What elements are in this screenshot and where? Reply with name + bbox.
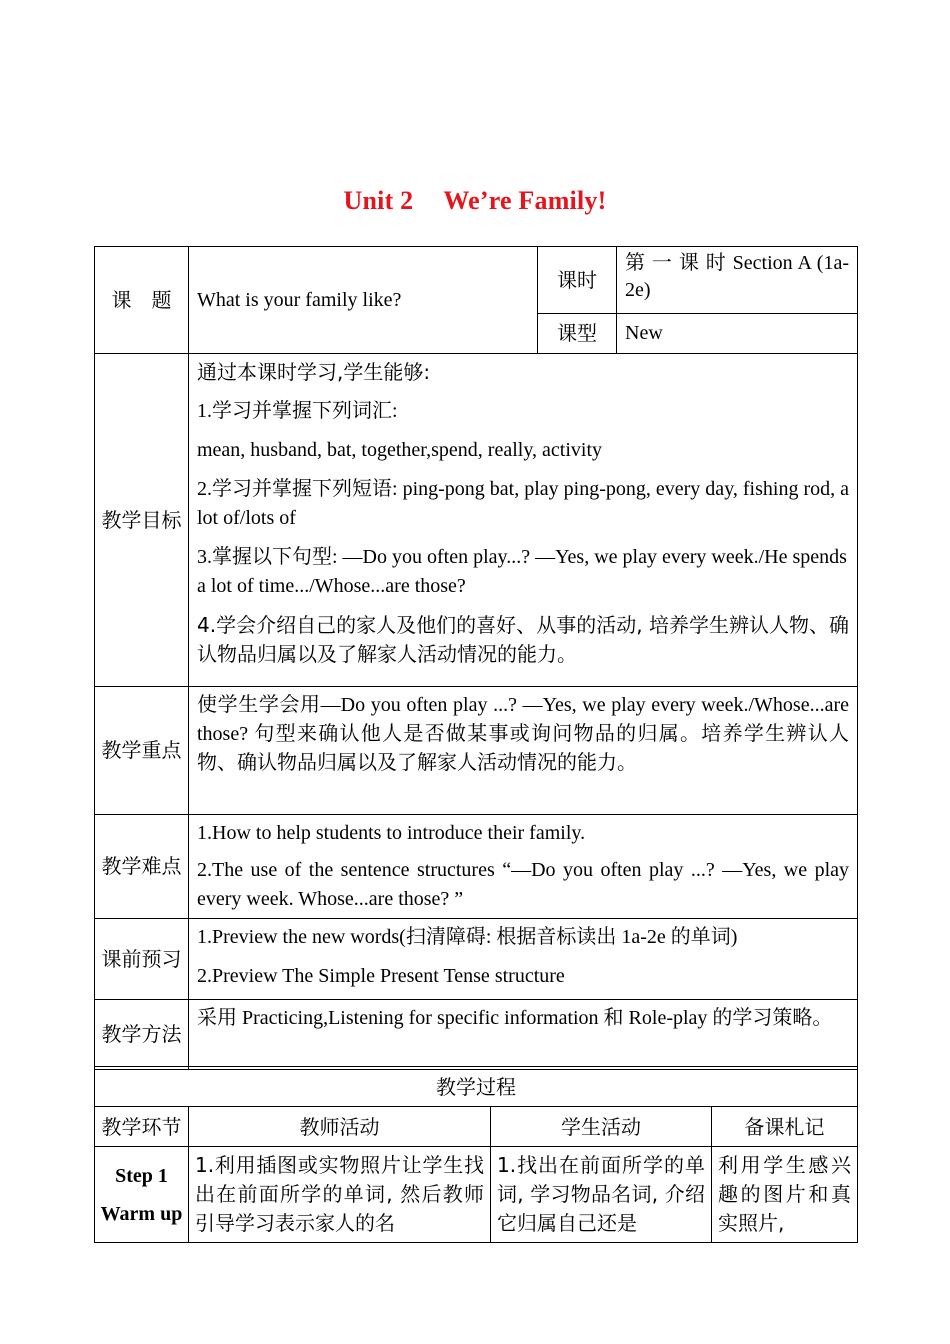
topic-value: What is your family like? bbox=[189, 247, 538, 354]
objectives-content bbox=[189, 354, 858, 687]
methods-text: 采用 Practicing,Listening for specific information 和 Role-play 的学习策略。 bbox=[189, 1000, 858, 1070]
objectives-vocab: mean, husband, bat, together,spend, really, activity bbox=[197, 439, 602, 461]
student-activity: 1.找出在前面所学的单词, 学习物品名词, 介绍它归属自己还是 bbox=[491, 1147, 712, 1243]
step-title: Step 1 bbox=[115, 1164, 168, 1187]
process-table bbox=[94, 1066, 858, 1243]
unit-number: Unit 2 bbox=[343, 186, 414, 215]
type-value: New bbox=[617, 314, 858, 354]
objectives-item-2: 2.学习并掌握下列短语: ping-pong bat, play ping-pong, every day, fishing rod, a lot of/lots of bbox=[197, 478, 849, 529]
objectives-label: 教学目标 bbox=[95, 354, 189, 687]
unit-name: We’re Family! bbox=[443, 186, 607, 215]
teacher-activity: 1.利用插图或实物照片让学生找出在前面所学的单词, 然后教师引导学习表示家人的名 bbox=[189, 1147, 491, 1243]
type-label: 课型 bbox=[538, 314, 617, 354]
process-header: 教学过程 bbox=[95, 1067, 858, 1107]
step-1-cell bbox=[95, 1147, 189, 1243]
lesson-info-table bbox=[94, 246, 858, 1070]
preview-item-2: 2.Preview The Simple Present Tense structure bbox=[197, 965, 565, 987]
objectives-intro: 通过本课时学习,学生能够: bbox=[197, 360, 431, 384]
difficulties-item-2: 2.The use of the sentence structures “—Do you often play ...? —Yes, we play every week. Whose...are those? ” bbox=[197, 859, 849, 910]
column-header-notes: 备课札记 bbox=[712, 1107, 858, 1147]
difficulties-content bbox=[189, 815, 858, 919]
column-header-stage: 教学环节 bbox=[95, 1107, 189, 1147]
topic-label: 课 题 bbox=[95, 247, 189, 354]
lesson-notes: 利用学生感兴趣的图片和真实照片, bbox=[712, 1147, 858, 1243]
step-subtitle: Warm up bbox=[100, 1202, 183, 1225]
column-header-teacher: 教师活动 bbox=[189, 1107, 491, 1147]
key-points-label: 教学重点 bbox=[95, 687, 189, 815]
methods-label: 教学方法 bbox=[95, 1000, 189, 1070]
key-points-text: 使学生学会用—Do you often play ...? —Yes, we play every week./Whose...are those? 句型来确认他人是否做某事或询问物品的归属。培养学生辨认人物、确认物品归属以及了解家人活动情况的能力。 bbox=[189, 687, 858, 815]
difficulties-label: 教学难点 bbox=[95, 815, 189, 919]
difficulties-item-1: 1.How to help students to introduce their family. bbox=[197, 822, 586, 844]
objectives-item-1: 1.学习并掌握下列词汇: bbox=[197, 400, 398, 422]
column-header-student: 学生活动 bbox=[491, 1107, 712, 1147]
period-label: 课时 bbox=[538, 247, 617, 314]
preview-label: 课前预习 bbox=[95, 919, 189, 1000]
preview-content bbox=[189, 919, 858, 1000]
objectives-item-3: 3.掌握以下句型: —Do you often play...? —Yes, we play every week./He spends a lot of time.../Whose...are those? bbox=[197, 546, 847, 597]
page-title bbox=[0, 186, 950, 216]
preview-item-1: 1.Preview the new words(扫清障碍: 根据音标读出 1a-2e 的单词) bbox=[197, 926, 738, 948]
period-value: 第 一 课 时 Section A (1a-2e) bbox=[617, 247, 858, 314]
objectives-item-4: 4.学会介绍自己的家人及他们的喜好、从事的活动, 培养学生辨认人物、确认物品归属以及了解家人活动情况的能力。 bbox=[197, 613, 849, 666]
